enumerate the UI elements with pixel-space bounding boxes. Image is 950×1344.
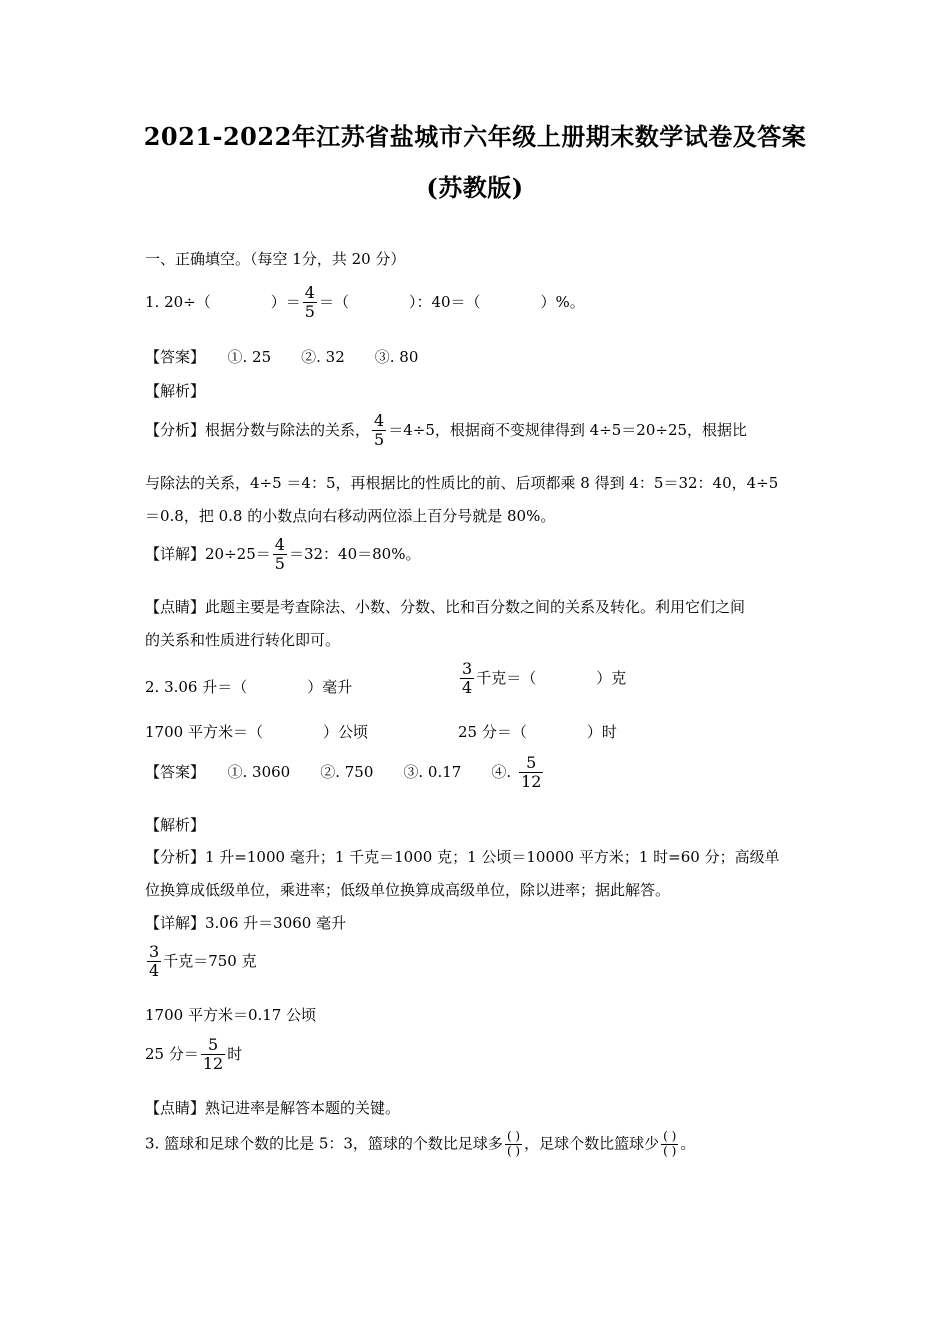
q1-fraction bbox=[303, 284, 317, 322]
q2-detail2 bbox=[145, 943, 257, 981]
q2-detail4 bbox=[145, 1036, 242, 1074]
doc-title-line1: 2021-2022年江苏省盐城市六年级上册期末数学试卷及答案 bbox=[143, 122, 807, 151]
q2-answer-fraction bbox=[519, 754, 543, 792]
q2-detail3: 1700 平方米＝0.17 公顷 bbox=[145, 1006, 317, 1024]
q2-part2-text: 千克＝（ ）克 bbox=[476, 668, 627, 687]
q2-jiexi: 【解析】 bbox=[145, 816, 206, 834]
q1-analysis-frac-den: 5 bbox=[374, 430, 385, 450]
q3-text-b: ，足球个数比篮球少 bbox=[524, 1134, 660, 1153]
q2-detail4-a: 25 分＝ bbox=[145, 1044, 199, 1063]
q2-answer-text: 【答案】 ①. 3060 ②. 750 ③. 0.17 ④. bbox=[145, 762, 512, 781]
q1-frac-num: 4 bbox=[304, 283, 315, 302]
q1-analysis-line3: ＝0.8，把 0.8 的小数点向右移动两位添上百分号就是 80%。 bbox=[145, 507, 556, 525]
q1-line bbox=[145, 284, 585, 322]
q1-analysis-a: 【分析】根据分数与除法的关系， bbox=[145, 420, 371, 439]
q1-detail-frac-num: 4 bbox=[274, 535, 285, 554]
q2-detail4-frac-num: 5 bbox=[201, 1036, 225, 1055]
q2-part4: 25 分＝（ ）时 bbox=[458, 723, 617, 741]
q2-part2-frac-num: 3 bbox=[462, 659, 473, 678]
q1-suffix: ＝（ ）：40＝（ ）%。 bbox=[318, 292, 585, 311]
q2-part1: 2. 3.06 升＝（ ）毫升 bbox=[145, 678, 353, 696]
q2-detail2-text: 千克＝750 克 bbox=[163, 951, 257, 970]
q2-detail2-fraction bbox=[147, 943, 161, 981]
q3-blank1-num: ( ) bbox=[506, 1129, 521, 1143]
q1-jiexi: 【解析】 bbox=[145, 382, 206, 400]
q3-blank-fraction-2 bbox=[661, 1130, 678, 1159]
q2-analysis-line1: 【分析】1 升=1000 毫升；1 千克＝1000 克；1 公顷＝10000 平方米；1 时=60 分；高级单 bbox=[145, 848, 780, 866]
q3-blank2-num: ( ) bbox=[663, 1129, 677, 1143]
q2-part3: 1700 平方米＝（ ）公顷 bbox=[145, 723, 368, 741]
q1-detail bbox=[145, 536, 420, 574]
q3-text-c: 。 bbox=[680, 1134, 696, 1153]
q3-blank-fraction-1 bbox=[505, 1130, 522, 1159]
q1-prefix: 1. 20÷（ ）＝ bbox=[145, 292, 301, 311]
q2-detail2-frac-num: 3 bbox=[149, 942, 160, 961]
q1-detail-frac-den: 5 bbox=[274, 554, 285, 574]
q2-part2-frac-den: 4 bbox=[462, 678, 473, 698]
q2-detail4-b: 时 bbox=[227, 1044, 243, 1063]
q1-frac-den: 5 bbox=[304, 302, 315, 322]
q2-answer-frac-num: 5 bbox=[519, 754, 543, 773]
q2-answer bbox=[145, 754, 545, 792]
q1-answer: 【答案】 ①. 25 ②. 32 ③. 80 bbox=[145, 348, 419, 366]
q2-tip: 【点睛】熟记进率是解答本题的关键。 bbox=[145, 1099, 401, 1117]
q2-detail4-fraction bbox=[201, 1036, 225, 1074]
doc-title-line2: (苏教版) bbox=[426, 173, 524, 202]
q2-detail1: 【详解】3.06 升＝3060 毫升 bbox=[145, 914, 347, 932]
q3-text-a: 3. 篮球和足球个数的比是 5：3，篮球的个数比足球多 bbox=[145, 1134, 503, 1153]
section-heading: 一、正确填空。（每空 1分，共 20 分） bbox=[145, 250, 406, 268]
q1-analysis-line1 bbox=[145, 412, 747, 450]
q1-tip-line1: 【点睛】此题主要是考查除法、小数、分数、比和百分数之间的关系及转化。利用它们之间 bbox=[145, 598, 746, 616]
q2-part2 bbox=[458, 660, 626, 698]
q2-analysis-line2: 位换算成低级单位，乘进率；低级单位换算成高级单位，除以进率；据此解答。 bbox=[145, 881, 671, 899]
q3-blank2-den: ( ) bbox=[663, 1143, 677, 1158]
q2-part2-fraction bbox=[460, 660, 474, 698]
q1-detail-b: ＝32：40＝80%。 bbox=[288, 544, 421, 563]
q2-detail2-frac-den: 4 bbox=[149, 961, 160, 981]
q1-detail-fraction bbox=[273, 536, 287, 574]
q2-answer-frac-den: 12 bbox=[521, 772, 542, 792]
q1-analysis-frac-num: 4 bbox=[374, 411, 385, 430]
q1-analysis-b: ＝4÷5，根据商不变规律得到 4÷5＝20÷25，根据比 bbox=[388, 420, 748, 439]
q1-analysis-line2: 与除法的关系，4÷5 ＝4：5，再根据比的性质比的前、后项都乘 8 得到 4：5＝32：40，4÷5 bbox=[145, 474, 779, 492]
q3-line bbox=[145, 1130, 695, 1159]
q2-detail4-frac-den: 12 bbox=[202, 1054, 224, 1074]
q1-tip-line2: 的关系和性质进行转化即可。 bbox=[145, 631, 341, 649]
q1-analysis-fraction bbox=[372, 412, 386, 450]
q3-blank1-den: ( ) bbox=[506, 1143, 521, 1158]
q1-detail-a: 【详解】20÷25＝ bbox=[145, 544, 271, 563]
